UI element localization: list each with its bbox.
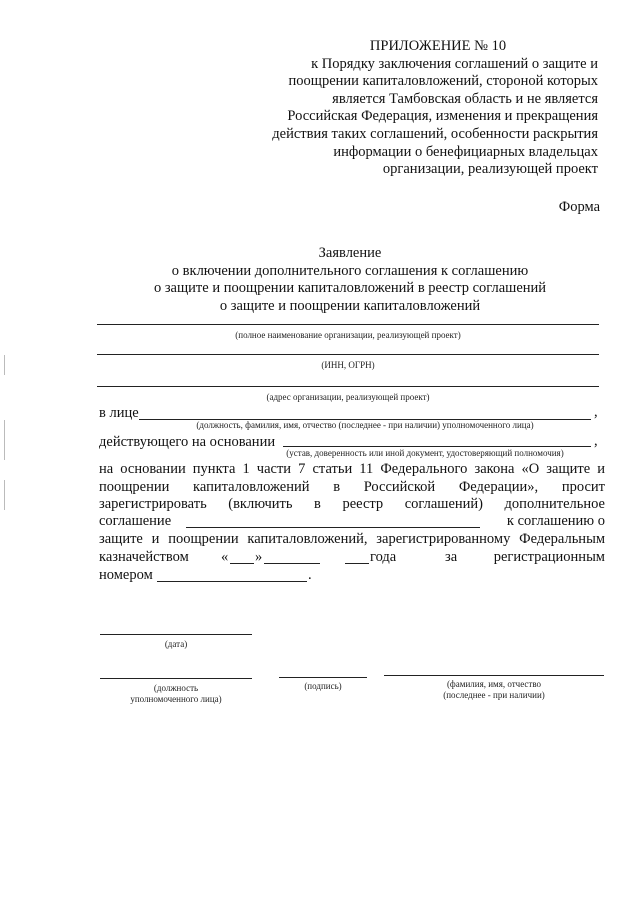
body-agreement-label: соглашение xyxy=(99,513,172,529)
in-person-comma: , xyxy=(594,404,598,420)
body-line: поощрении капиталовложений в Российской Федерации», просит xyxy=(99,479,605,495)
inn-ogrn-field[interactable] xyxy=(97,354,599,355)
appendix-title: ПРИЛОЖЕНИЕ № 10 xyxy=(369,38,507,54)
acting-caption: (устав, доверенность или иной документ, удостоверяющий полномочия) xyxy=(286,448,564,458)
title-line: о защите и поощрении капиталовложений в реестр соглашений xyxy=(153,280,547,297)
date-caption: (дата) xyxy=(164,639,188,649)
number-period: . xyxy=(308,567,312,583)
body-treasury-label: казначейством xyxy=(99,549,189,565)
appendix-line: Российская Федерация, изменения и прекращения xyxy=(287,108,598,125)
body-agreement-end: к соглашению о xyxy=(506,513,605,529)
address-caption: (адрес организации, реализующей проект) xyxy=(266,392,430,402)
body-line: на основании пункта 1 части 7 статьи 11 Федерального закона «О защите и xyxy=(99,461,605,477)
inn-ogrn-caption: (ИНН, ОГРН) xyxy=(321,360,375,370)
title-line: о защите и поощрении капиталовложений xyxy=(219,297,481,314)
position-field[interactable] xyxy=(100,678,252,679)
quote-open: « xyxy=(221,549,229,565)
scan-edge-mark xyxy=(4,420,5,460)
full-name-caption-line: (фамилия, имя, отчество xyxy=(446,679,542,689)
full-name-field[interactable] xyxy=(384,675,604,676)
number-label: номером xyxy=(99,567,153,583)
in-person-label: в лице xyxy=(99,405,139,421)
acting-basis-field[interactable] xyxy=(283,446,591,447)
additional-agreement-field[interactable] xyxy=(186,527,480,528)
registration-label: регистрационным xyxy=(493,549,605,565)
reg-day-field[interactable] xyxy=(230,563,254,564)
appendix-line: организации, реализующей проект xyxy=(382,161,598,178)
body-line: защите и поощрении капиталовложений, зарегистрированному Федеральным xyxy=(99,531,605,547)
document-title xyxy=(100,245,600,315)
za-label: за xyxy=(445,549,458,565)
reg-month-field[interactable] xyxy=(264,563,320,564)
in-person-caption: (должность, фамилия, имя, отчество (последнее - при наличии) уполномоченного лица) xyxy=(196,420,534,430)
position-caption-line: (должность xyxy=(153,683,199,693)
title-line: о включении дополнительного соглашения к соглашению xyxy=(171,262,529,279)
org-name-caption: (полное наименование организации, реализующей проект) xyxy=(235,330,461,340)
form-label: Форма xyxy=(558,199,600,215)
quote-close: » xyxy=(255,549,263,565)
full-name-caption xyxy=(384,679,604,701)
org-name-field[interactable] xyxy=(97,324,599,325)
signature-caption: (подпись) xyxy=(304,681,342,691)
appendix-line: является Тамбовская область и не является xyxy=(332,90,598,107)
position-caption xyxy=(100,683,252,705)
title-line: Заявление xyxy=(318,245,382,261)
date-field[interactable] xyxy=(100,634,252,635)
address-field[interactable] xyxy=(97,386,599,387)
appendix-line: действия таких соглашений, особенности раскрытия xyxy=(272,125,598,142)
appendix-line: информации о бенефициарных владельцах xyxy=(333,143,598,160)
scan-edge-mark xyxy=(4,355,5,375)
reg-year-field[interactable] xyxy=(345,563,369,564)
position-caption-line: уполномоченного лица) xyxy=(130,694,222,704)
scan-edge-mark xyxy=(4,480,5,510)
signature-field[interactable] xyxy=(279,677,367,678)
acting-comma: , xyxy=(594,433,598,449)
acting-label: действующего на основании xyxy=(99,434,276,450)
appendix-line: поощрении капиталовложений, стороной которых xyxy=(288,73,598,90)
appendix-header xyxy=(238,38,598,179)
registration-number-field[interactable] xyxy=(157,581,307,582)
body-line: зарегистрировать (включить в реестр соглашений) дополнительное xyxy=(99,496,605,512)
appendix-line: к Порядку заключения соглашений о защите и xyxy=(311,55,598,72)
year-label: года xyxy=(370,549,397,565)
full-name-caption-line: (последнее - при наличии) xyxy=(443,690,545,700)
